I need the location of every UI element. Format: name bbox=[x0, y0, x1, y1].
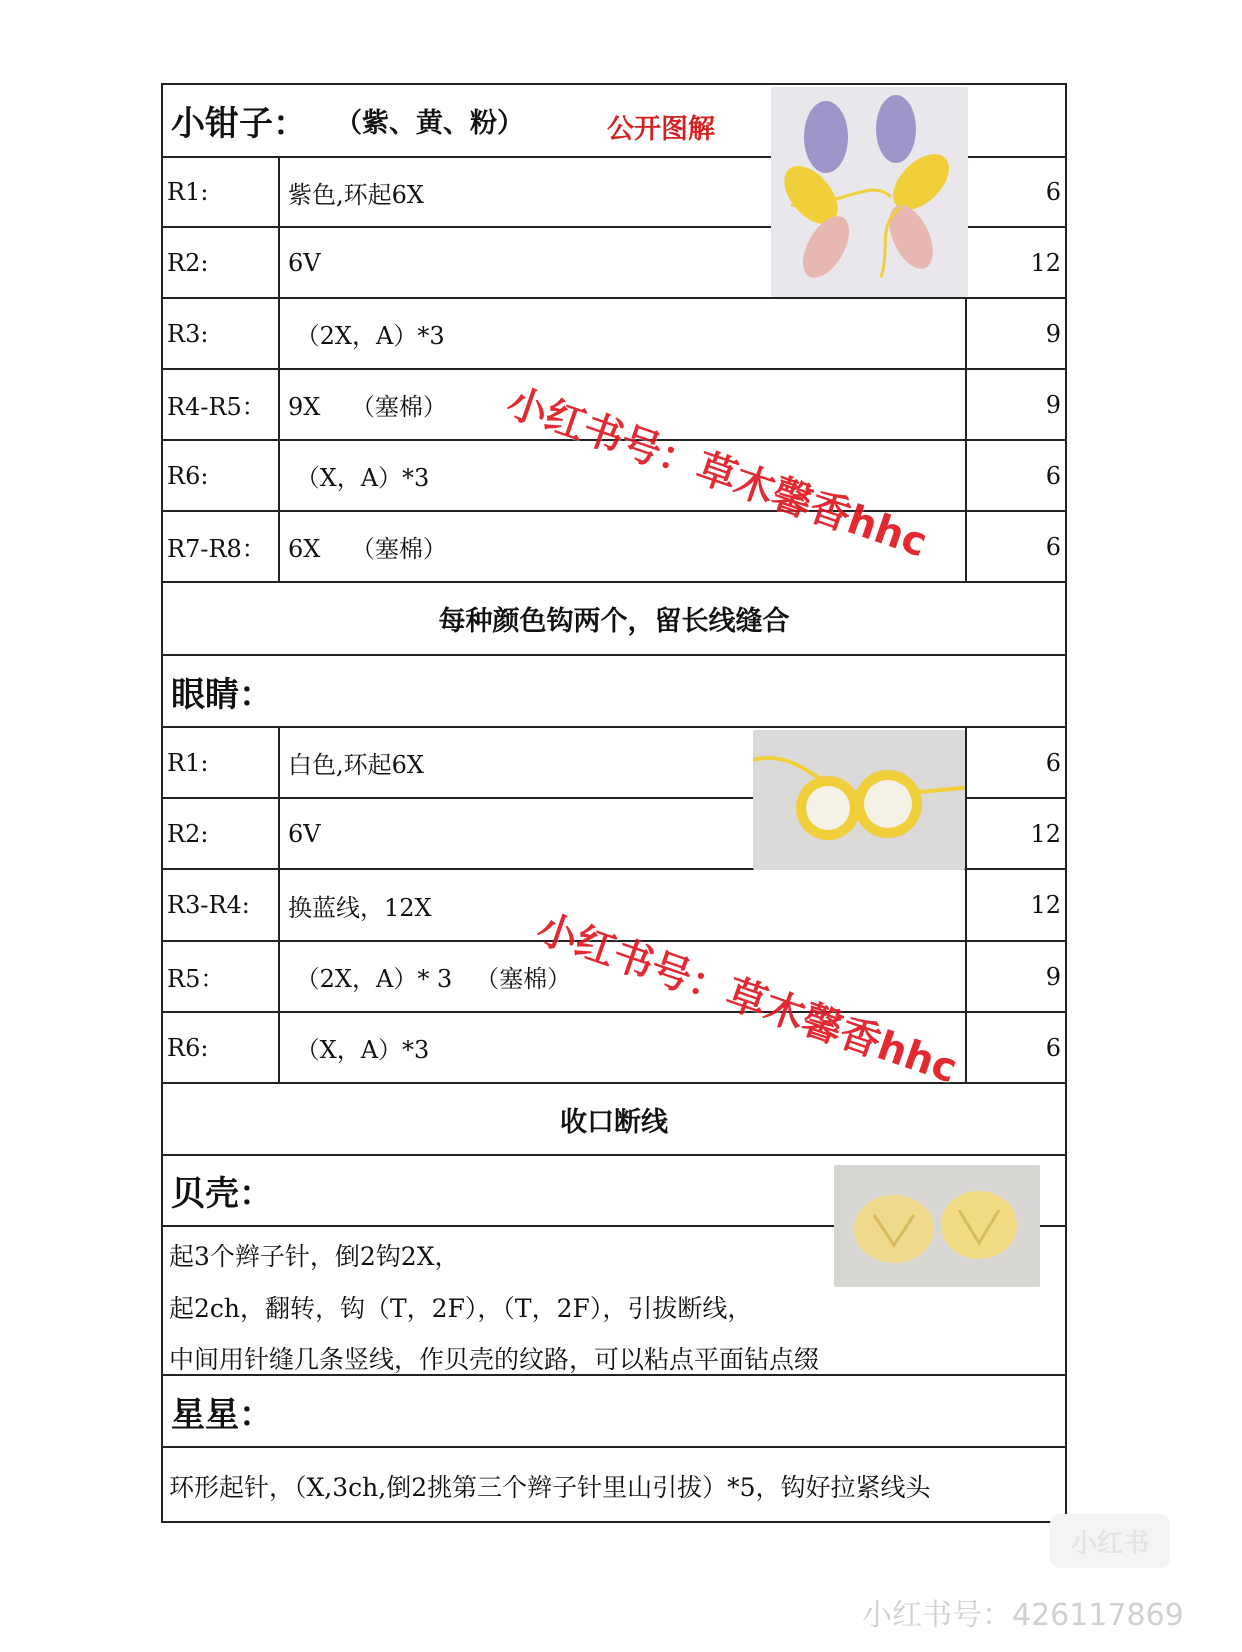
pliers-title bbox=[171, 85, 524, 156]
pliers-row bbox=[163, 299, 1065, 370]
account-id: 小红书号：426117869 bbox=[862, 1598, 1184, 1633]
xiaohongshu-logo: 小红书 bbox=[1050, 1514, 1170, 1568]
round-label: R5： bbox=[163, 942, 280, 1011]
star-body-row bbox=[163, 1448, 1065, 1521]
shell-title: 贝壳： bbox=[171, 1174, 273, 1214]
stitch-count: 9 bbox=[965, 370, 1065, 439]
star-header-row bbox=[163, 1376, 1065, 1448]
pliers-note-row bbox=[163, 583, 1065, 656]
star-title: 星星： bbox=[171, 1394, 273, 1435]
round-label: R2: bbox=[163, 799, 280, 868]
round-label: R6: bbox=[163, 441, 280, 510]
round-instruction: 6V bbox=[288, 819, 321, 848]
round-label: R1: bbox=[163, 728, 280, 797]
stitch-count: 6 bbox=[965, 1013, 1065, 1082]
round-instruction: （X，A）*3 bbox=[288, 1036, 430, 1064]
shell-line: 中间用针缝几条竖线，作贝壳的纹路，可以粘点平面钻点缀 bbox=[169, 1345, 820, 1374]
watermark: 小红书号：草木馨香hhc bbox=[531, 905, 963, 1093]
round-instruction: （X，A）*3 bbox=[288, 464, 430, 492]
stitch-count: 6 bbox=[965, 728, 1065, 797]
shell-line: 起2ch，翻转，钩（T，2F），（T，2F），引拔断线， bbox=[169, 1294, 753, 1323]
round-label: R3: bbox=[163, 299, 280, 368]
pattern-table bbox=[161, 83, 1067, 1523]
star-line: 环形起针，（X,3ch,倒2挑第三个辫子针里山引拔）*5，钩好拉紧线头 bbox=[169, 1473, 931, 1502]
stitch-count: 9 bbox=[965, 942, 1065, 1011]
eyes-photo bbox=[753, 730, 965, 870]
round-instruction: （2X，A）*3 bbox=[288, 322, 445, 350]
shell-line: 起3个辫子针，倒2钩2X， bbox=[169, 1242, 460, 1271]
round-instruction: 6X （塞棉） bbox=[288, 535, 447, 563]
stitch-count: 6 bbox=[965, 441, 1065, 510]
round-instruction: （2X，A）* 3 （塞棉） bbox=[288, 965, 572, 993]
public-label: 公开图解 bbox=[607, 114, 715, 145]
pliers-note: 每种颜色钩两个，留长线缝合 bbox=[438, 606, 790, 637]
shell-photo bbox=[834, 1165, 1040, 1287]
round-label: R7-R8： bbox=[163, 512, 280, 581]
round-label: R4-R5： bbox=[163, 370, 280, 439]
round-instruction: 白色,环起6X bbox=[288, 751, 424, 779]
stitch-count: 9 bbox=[965, 299, 1065, 368]
round-label: R1: bbox=[163, 158, 280, 226]
eyes-title: 眼睛： bbox=[171, 674, 273, 715]
eyes-note-row bbox=[163, 1084, 1065, 1156]
pliers-colors: （紫、黄、粉） bbox=[335, 108, 524, 139]
round-label: R3-R4: bbox=[163, 870, 280, 940]
stitch-count: 6 bbox=[965, 158, 1065, 226]
pliers-photo bbox=[771, 87, 968, 297]
stitch-count: 6 bbox=[965, 512, 1065, 581]
stitch-count: 12 bbox=[965, 870, 1065, 940]
round-instruction: 换蓝线，12X bbox=[288, 893, 432, 922]
stitch-count: 12 bbox=[965, 799, 1065, 868]
watermark: 小红书号：草木馨香hhc bbox=[501, 379, 933, 567]
round-label: R6: bbox=[163, 1013, 280, 1082]
round-label: R2: bbox=[163, 228, 280, 297]
eyes-header-row bbox=[163, 656, 1065, 728]
round-instruction: 紫色,环起6X bbox=[288, 180, 424, 209]
round-instruction: 9X （塞棉） bbox=[288, 393, 447, 421]
round-instruction: 6V bbox=[288, 248, 321, 277]
eyes-note: 收口断线 bbox=[560, 1106, 668, 1138]
stitch-count: 12 bbox=[965, 228, 1065, 297]
pliers-title-text: 小钳子： bbox=[171, 104, 307, 144]
